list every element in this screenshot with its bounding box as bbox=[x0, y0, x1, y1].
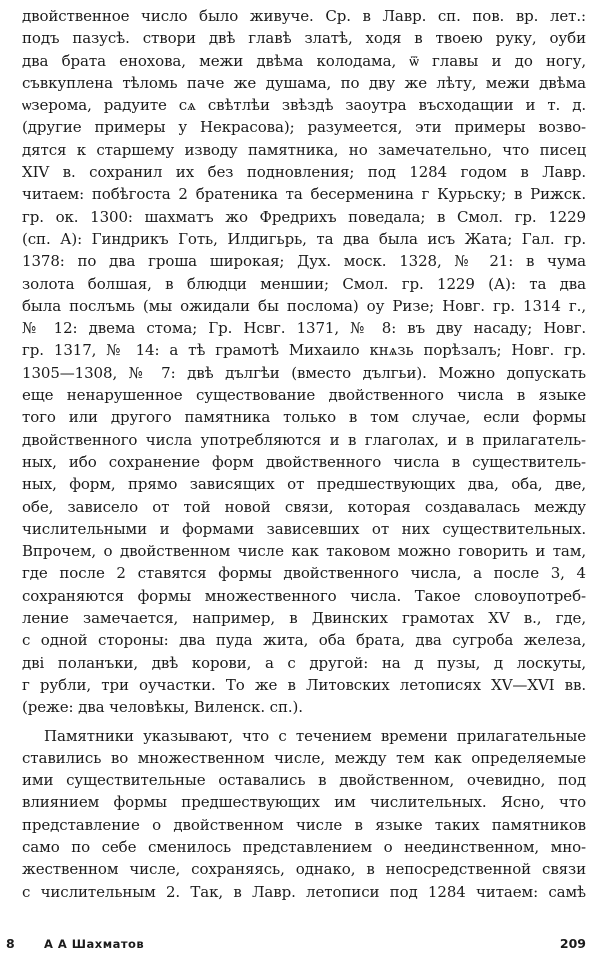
text-line: гр. ок. 1300: шахматъ жо Фредрихъ поведала; в Смол. гр. 1229 bbox=[22, 207, 586, 226]
signature-mark: 8 bbox=[6, 936, 15, 951]
text-line: ѡзерома, радуите сѧ свѣтлѣи звѣздѣ заоутра въсходащии и т. д. bbox=[22, 96, 586, 115]
page-body bbox=[22, 5, 586, 903]
text-line: влиянием формы предшествующих им числительных. Ясно, что bbox=[22, 793, 586, 812]
text-line: подъ пазусѣ. створи двѣ главѣ златѣ, ходя в твоею руку, оуби bbox=[22, 29, 586, 48]
text-line: была послъмь (мы ожидали бы послома) оу Ризе; Новг. гр. 1314 г., bbox=[22, 296, 586, 315]
page-number: 209 bbox=[559, 936, 586, 951]
text-line: обе, зависело от той новой связи, которая создавалась между bbox=[22, 497, 586, 516]
text-line: ных, форм, прямо зависящих от предшествующих два, оба, две, bbox=[22, 475, 586, 494]
text-line: ими существительные оставались в двойственном, очевидно, под bbox=[22, 771, 586, 790]
text-line: числительными и формами зависевших от них существительных. bbox=[22, 519, 586, 538]
text-line: с числительным 2. Так, в Лавр. летописи под 1284 читаем: самѣ bbox=[22, 882, 586, 901]
text-line: золота болшая, в блюдци меншии; Смол. гр. 1229 (А): та два bbox=[22, 274, 586, 293]
text-line: съвкуплена тѣломь паче же душама, по дву же лѣту, межи двѣма bbox=[22, 73, 586, 92]
text-line: два брата енохова, межи двѣма колодама, ѿ главы и до ногу, bbox=[22, 51, 586, 70]
text-line: само по себе сменилось представлением о неединственном, мно- bbox=[22, 837, 586, 856]
text-line: двi поланъки, двѣ корови, а с другой: на д пузы, д лоскуты, bbox=[22, 653, 586, 672]
text-line: дятся к старшему изводу памятника, но замечательно, что писец bbox=[22, 140, 586, 159]
text-line: гр. 1317, № 14: а тѣ грамотѣ Михаило кнѧзь порѣзалъ; Новг. гр. bbox=[22, 341, 586, 360]
author-signature: А А Шахматов bbox=[44, 937, 145, 951]
text-line: г рубли, три оучастки. То же в Литовских летописях XV—XVI вв. bbox=[22, 675, 586, 694]
text-line: еще ненарушенное существование двойственного числа в языке bbox=[22, 386, 586, 405]
text-line: 1305—1308, № 7: двѣ дългѣи (вместо дългьи). Можно допускать bbox=[22, 363, 586, 382]
text-line: ставились во множественном числе, между тем как определяемые bbox=[22, 748, 586, 767]
text-line: Памятники указывают, что с течением времени прилагательные bbox=[44, 726, 586, 745]
text-line: XIV в. сохранил их без подновления; под 1284 годом в Лавр. bbox=[22, 163, 586, 182]
text-line: представление о двойственном числе в языке таких памятников bbox=[22, 815, 586, 834]
text-line: двойственного числа употребляются и в глаголах, и в прилагатель- bbox=[22, 430, 586, 449]
paragraph-2 bbox=[22, 725, 586, 903]
text-line: № 12: двема стома; Гр. Нсвг. 1371, № 8: въ дву насаду; Новг. bbox=[22, 319, 586, 338]
page-footer bbox=[6, 936, 586, 954]
text-line: ление замечается, например, в Двинских грамотах XV в., где, bbox=[22, 609, 586, 628]
text-line: читаем: побѣгоста 2 братеника та бесерменина г Курьску; в Рижск. bbox=[22, 185, 586, 204]
text-line: с одной стороны: два пуда жита, оба брата, два сугроба железа, bbox=[22, 631, 586, 650]
text-line: двойственное число было живуче. Ср. в Лавр. сп. пов. вр. лет.: bbox=[22, 7, 586, 25]
text-line: 1378: по два гроша широкая; Дух. моск. 1328, № 21: в чума bbox=[22, 252, 586, 271]
text-line: (реже: два человѣкы, Виленск. сп.). bbox=[22, 698, 303, 717]
text-line: ных, ибо сохранение форм двойственного числа в существитель- bbox=[22, 452, 586, 471]
text-line: (другие примеры у Некрасова); разумеется, эти примеры возво- bbox=[22, 118, 586, 137]
text-line: сохраняются формы множественного числа. Такое словоупотреб- bbox=[22, 586, 586, 605]
text-line: где после 2 ставятся формы двойственного числа, а после 3, 4 bbox=[22, 564, 586, 583]
text-line: (сп. А): Гиндрикъ Готь, Илдигьрь, та два была исъ Жата; Гал. гр. bbox=[22, 229, 586, 248]
text-line: жественном числе, сохраняясь, однако, в непосредственной связи bbox=[22, 860, 586, 879]
text-line: того или другого памятника только в том случае, если формы bbox=[22, 408, 586, 427]
paragraph-1 bbox=[22, 5, 586, 719]
text-line: Впрочем, о двойственном числе как таковом можно говорить и там, bbox=[22, 542, 586, 561]
